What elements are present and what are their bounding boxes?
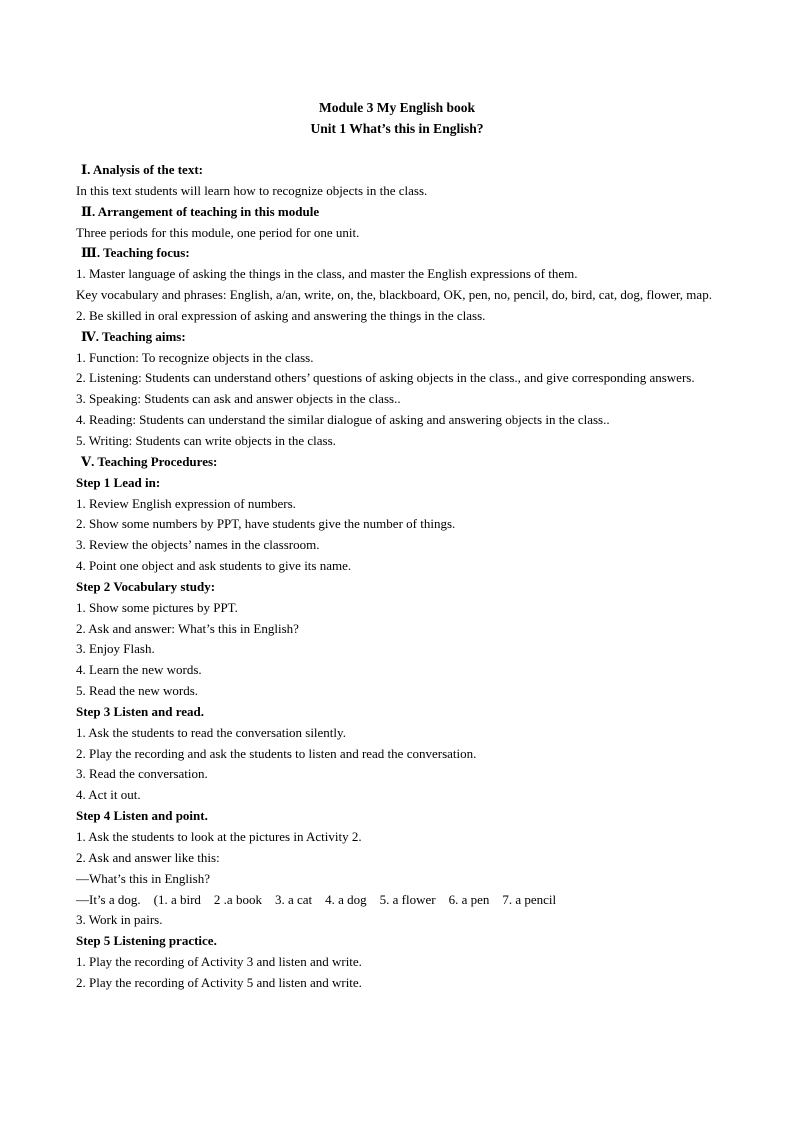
step-2-item: 4. Learn the new words. — [76, 662, 202, 678]
step-1-item: 3. Review the objects’ names in the classroom. — [76, 537, 320, 553]
module-title: Module 3 My English book — [318, 100, 476, 115]
step-5-item: 1. Play the recording of Activity 3 and listen and write. — [76, 954, 362, 970]
step-2-item: 2. Ask and answer: What’s this in English? — [76, 620, 299, 636]
step-3-item: 1. Ask the students to read the conversation silently. — [76, 724, 346, 740]
step-1-item: 2. Show some numbers by PPT, have students give the number of things. — [76, 516, 456, 532]
step-3-item: 2. Play the recording and ask the students to listen and read the conversation. — [76, 745, 477, 761]
step-1-item: 1. Review English expression of numbers. — [76, 495, 296, 511]
section-heading-aims: Ⅳ. Teaching aims: — [81, 328, 186, 344]
focus-item-2: 2. Be skilled in oral expression of asking and answering the things in the class. — [76, 307, 486, 323]
document-body — [76, 160, 719, 994]
unit-title: Unit 1 What’s this in English? — [310, 121, 484, 136]
step-4-item: 3. Work in pairs. — [76, 912, 163, 928]
aims-item: 3. Speaking: Students can ask and answer objects in the class.. — [76, 391, 401, 407]
section-heading-analysis: Ⅰ. Analysis of the text: — [81, 162, 203, 177]
step-1-heading: Step 1 Lead in: — [76, 474, 161, 490]
step-2-item: 3. Enjoy Flash. — [76, 641, 155, 657]
step-2-item: 5. Read the new words. — [76, 683, 199, 699]
dialogue-question: —What’s this in English? — [76, 870, 210, 886]
aims-item: 2. Listening: Students can understand others’ questions of asking objects in the class., and give corresponding answers. — [76, 370, 695, 386]
step-3-heading: Step 3 Listen and read. — [76, 703, 204, 719]
step-5-heading: Step 5 Listening practice. — [76, 933, 217, 949]
step-2-heading: Step 2 Vocabulary study: — [76, 578, 216, 594]
step-3-item: 3. Read the conversation. — [76, 766, 208, 782]
aims-item: 4. Reading: Students can understand the similar dialogue of asking and answering objects in the class.. — [76, 412, 610, 428]
dialogue-answer: —It’s a dog. (1. a bird 2 .a book 3. a cat 4. a dog 5. a flower 6. a pen 7. a pencil — [76, 891, 557, 907]
step-4-item: 2. Ask and answer like this: — [76, 849, 220, 865]
arrangement-text: Three periods for this module, one period for one unit. — [76, 224, 360, 240]
aims-item: 1. Function: To recognize objects in the class. — [76, 349, 314, 365]
section-heading-arrangement: Ⅱ. Arrangement of teaching in this module — [81, 203, 320, 219]
section-heading-focus: Ⅲ. Teaching focus: — [81, 245, 190, 261]
step-1-item: 4. Point one object and ask students to give its name. — [76, 558, 352, 574]
step-3-item: 4. Act it out. — [76, 787, 141, 803]
section-heading-procedures: Ⅴ. Teaching Procedures: — [81, 453, 218, 469]
aims-item: 5. Writing: Students can write objects in the class. — [76, 432, 336, 448]
analysis-text: In this text students will learn how to recognize objects in the class. — [76, 182, 428, 198]
step-5-item: 2. Play the recording of Activity 5 and listen and write. — [76, 974, 362, 990]
focus-item-1: 1. Master language of asking the things in the class, and master the English expressions of them. — [76, 266, 578, 282]
step-2-item: 1. Show some pictures by PPT. — [76, 599, 238, 615]
step-4-item: 1. Ask the students to look at the pictures in Activity 2. — [76, 829, 362, 844]
focus-vocabulary: Key vocabulary and phrases: English, a/an, write, on, the, blackboard, OK, pen, no, pencil, do, bird, cat, dog, flower, map. — [76, 287, 712, 303]
step-4-heading: Step 4 Listen and point. — [76, 808, 208, 824]
